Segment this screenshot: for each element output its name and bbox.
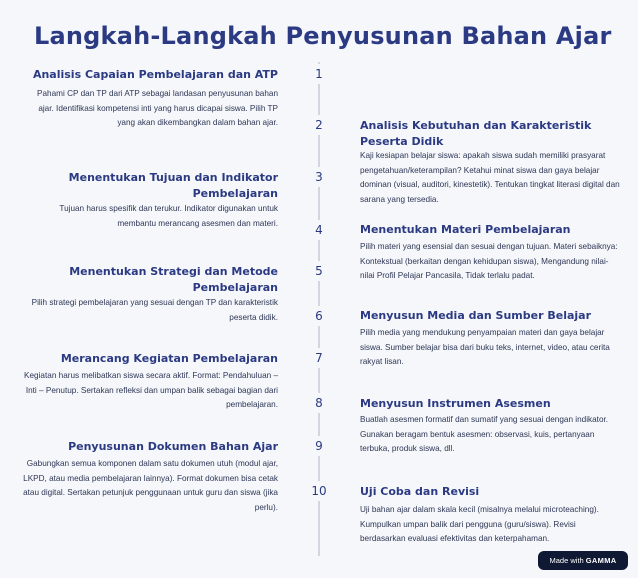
- step-description-6: Pilih media yang mendukung penyampaian materi dan gaya belajar siswa. Sumber belajar bisa dari buku teks, internet, video, atau cerita rakyat lisan.: [360, 328, 610, 366]
- step-title-1: Analisis Capaian Pembelajaran dan ATP: [32, 68, 278, 81]
- step-description-2: Kaji kesiapan belajar siswa: apakah siswa sudah memiliki prasyarat pengetahuan/keterampilan? Ketahui minat siswa dan gaya belajar dominan (visual, auditori, kinestetik). Tentukan tingkat literasi digital dan sarana yang tersedia.: [360, 151, 620, 204]
- step-title-10: Uji Coba dan Revisi: [360, 485, 480, 498]
- gamma-logo: GAMMA: [585, 556, 617, 565]
- step-title-7: Merancang Kegiatan Pembelajaran: [60, 352, 278, 365]
- step-description-4: Pilih materi yang esensial dan sesuai dengan tujuan. Materi sebaiknya: Kontekstual (berkaitan dengan kehidupan siswa), Mengandung nilai-nilai Profil Pelajar Pancasila, Tidak terlalu padat.: [360, 242, 618, 280]
- step-title-3: Menentukan Tujuan dan Indikator Pembelajaran: [68, 171, 278, 200]
- step-number-2: 2: [302, 115, 336, 135]
- step-title-8: Menyusun Instrumen Asesmen: [360, 397, 551, 410]
- step-description-7: Kegiatan harus melibatkan siswa secara aktif. Format: Pendahuluan – Inti – Penutup. Sertakan refleksi dan umpan balik sebagai bagian dari pembelajaran.: [24, 371, 278, 409]
- step-title-9: Penyusunan Dokumen Bahan Ajar: [68, 440, 278, 453]
- page-title: Langkah-Langkah Penyusunan Bahan Ajar: [34, 22, 612, 50]
- step-title-2: Analisis Kebutuhan dan Karakteristik Peserta Didik: [360, 119, 592, 148]
- step-number-10: 10: [302, 481, 336, 501]
- step-description-1: Pahami CP dan TP dari ATP sebagai landasan penyusunan bahan ajar. Identifikasi kompetensi inti yang harus dicapai siswa. Pilih TP yang akan dikembangkan dalam bahan ajar.: [37, 89, 278, 127]
- step-number-7: 7: [302, 348, 336, 368]
- step-number-1: 1: [302, 64, 336, 84]
- step-number-4: 4: [302, 220, 336, 240]
- step-title-5: Menentukan Strategi dan Metode Pembelajaran: [69, 265, 278, 294]
- step-description-10: Uji bahan ajar dalam skala kecil (misalnya melalui microteaching). Kumpulkan umpan balik dari pengguna (guru/siswa). Revisi berdasarkan evaluasi efektivitas dan keterpahaman.: [360, 505, 599, 543]
- step-description-5: Pilih strategi pembelajaran yang sesuai dengan TP dan karakteristik peserta didik.: [31, 298, 278, 322]
- step-number-3: 3: [302, 167, 336, 187]
- step-number-5: 5: [302, 261, 336, 281]
- step-number-8: 8: [302, 393, 336, 413]
- badge-prefix: Made with: [549, 556, 584, 565]
- step-number-9: 9: [302, 436, 336, 456]
- step-number-6: 6: [302, 306, 336, 326]
- step-description-9: Gabungkan semua komponen dalam satu dokumen utuh (modul ajar, LKPD, atau media pembelajaran lainnya). Format dokumen bisa cetak atau digital. Sertakan petunjuk penggunaan untuk guru dan siswa (jika perlu).: [23, 459, 278, 512]
- made-with-gamma-badge[interactable]: [538, 551, 628, 570]
- step-title-4: Menentukan Materi Pembelajaran: [360, 223, 571, 236]
- step-title-6: Menyusun Media dan Sumber Belajar: [360, 309, 591, 322]
- step-description-8: Buatlah asesmen formatif dan sumatif yang sesuai dengan indikator. Gunakan beragam bentuk asesmen: observasi, kuis, pertanyaan terbuka, produk siswa, dll.: [360, 415, 609, 453]
- step-description-3: Tujuan harus spesifik dan terukur. Indikator digunakan untuk membantu merancang asesmen dan materi.: [59, 204, 278, 228]
